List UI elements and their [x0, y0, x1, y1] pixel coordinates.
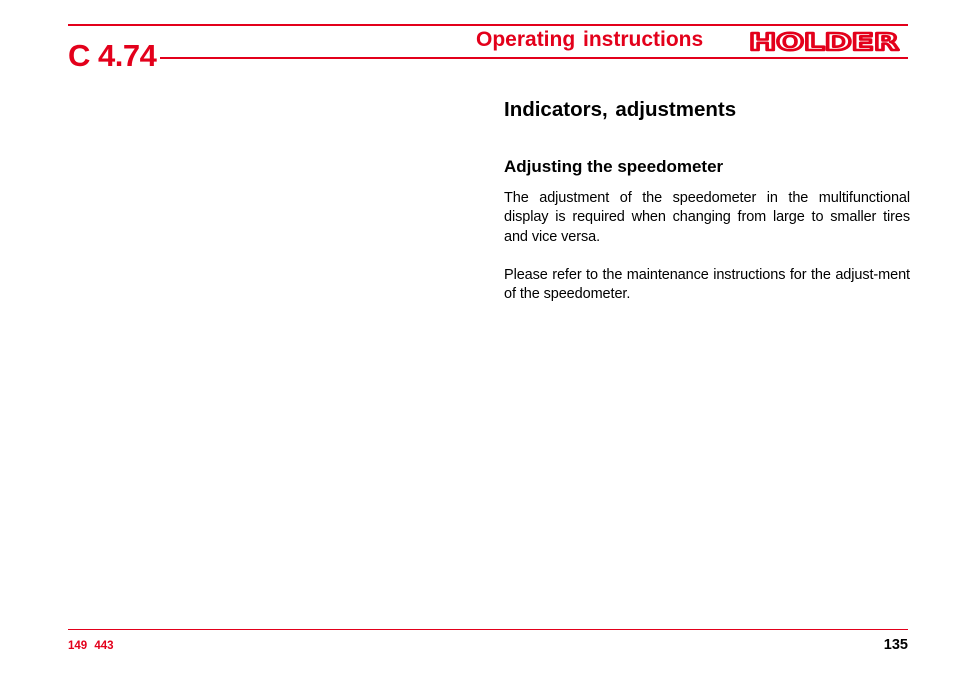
header-bottom-rule: [160, 57, 908, 59]
model-code: C 4.74: [68, 36, 162, 76]
brand-text: HOLDER: [749, 30, 900, 54]
holder-logo: [748, 30, 900, 54]
section-title: Indicators, adjustments: [504, 98, 737, 121]
body-paragraph: Please refer to the maintenance instructions for the adjust-ment of the speedometer.: [504, 267, 910, 303]
document-number: 149 443: [68, 640, 114, 652]
header-title: Operating instructions: [476, 28, 704, 51]
header-top-rule: [68, 24, 908, 26]
footer-rule: [68, 629, 908, 630]
page-number: 135: [883, 637, 908, 653]
body-paragraph: The adjustment of the speedometer in the multifunctional display is required when changing from large to smaller tires and vice versa.: [504, 190, 910, 245]
subsection-title: Adjusting the speedometer: [504, 157, 724, 176]
